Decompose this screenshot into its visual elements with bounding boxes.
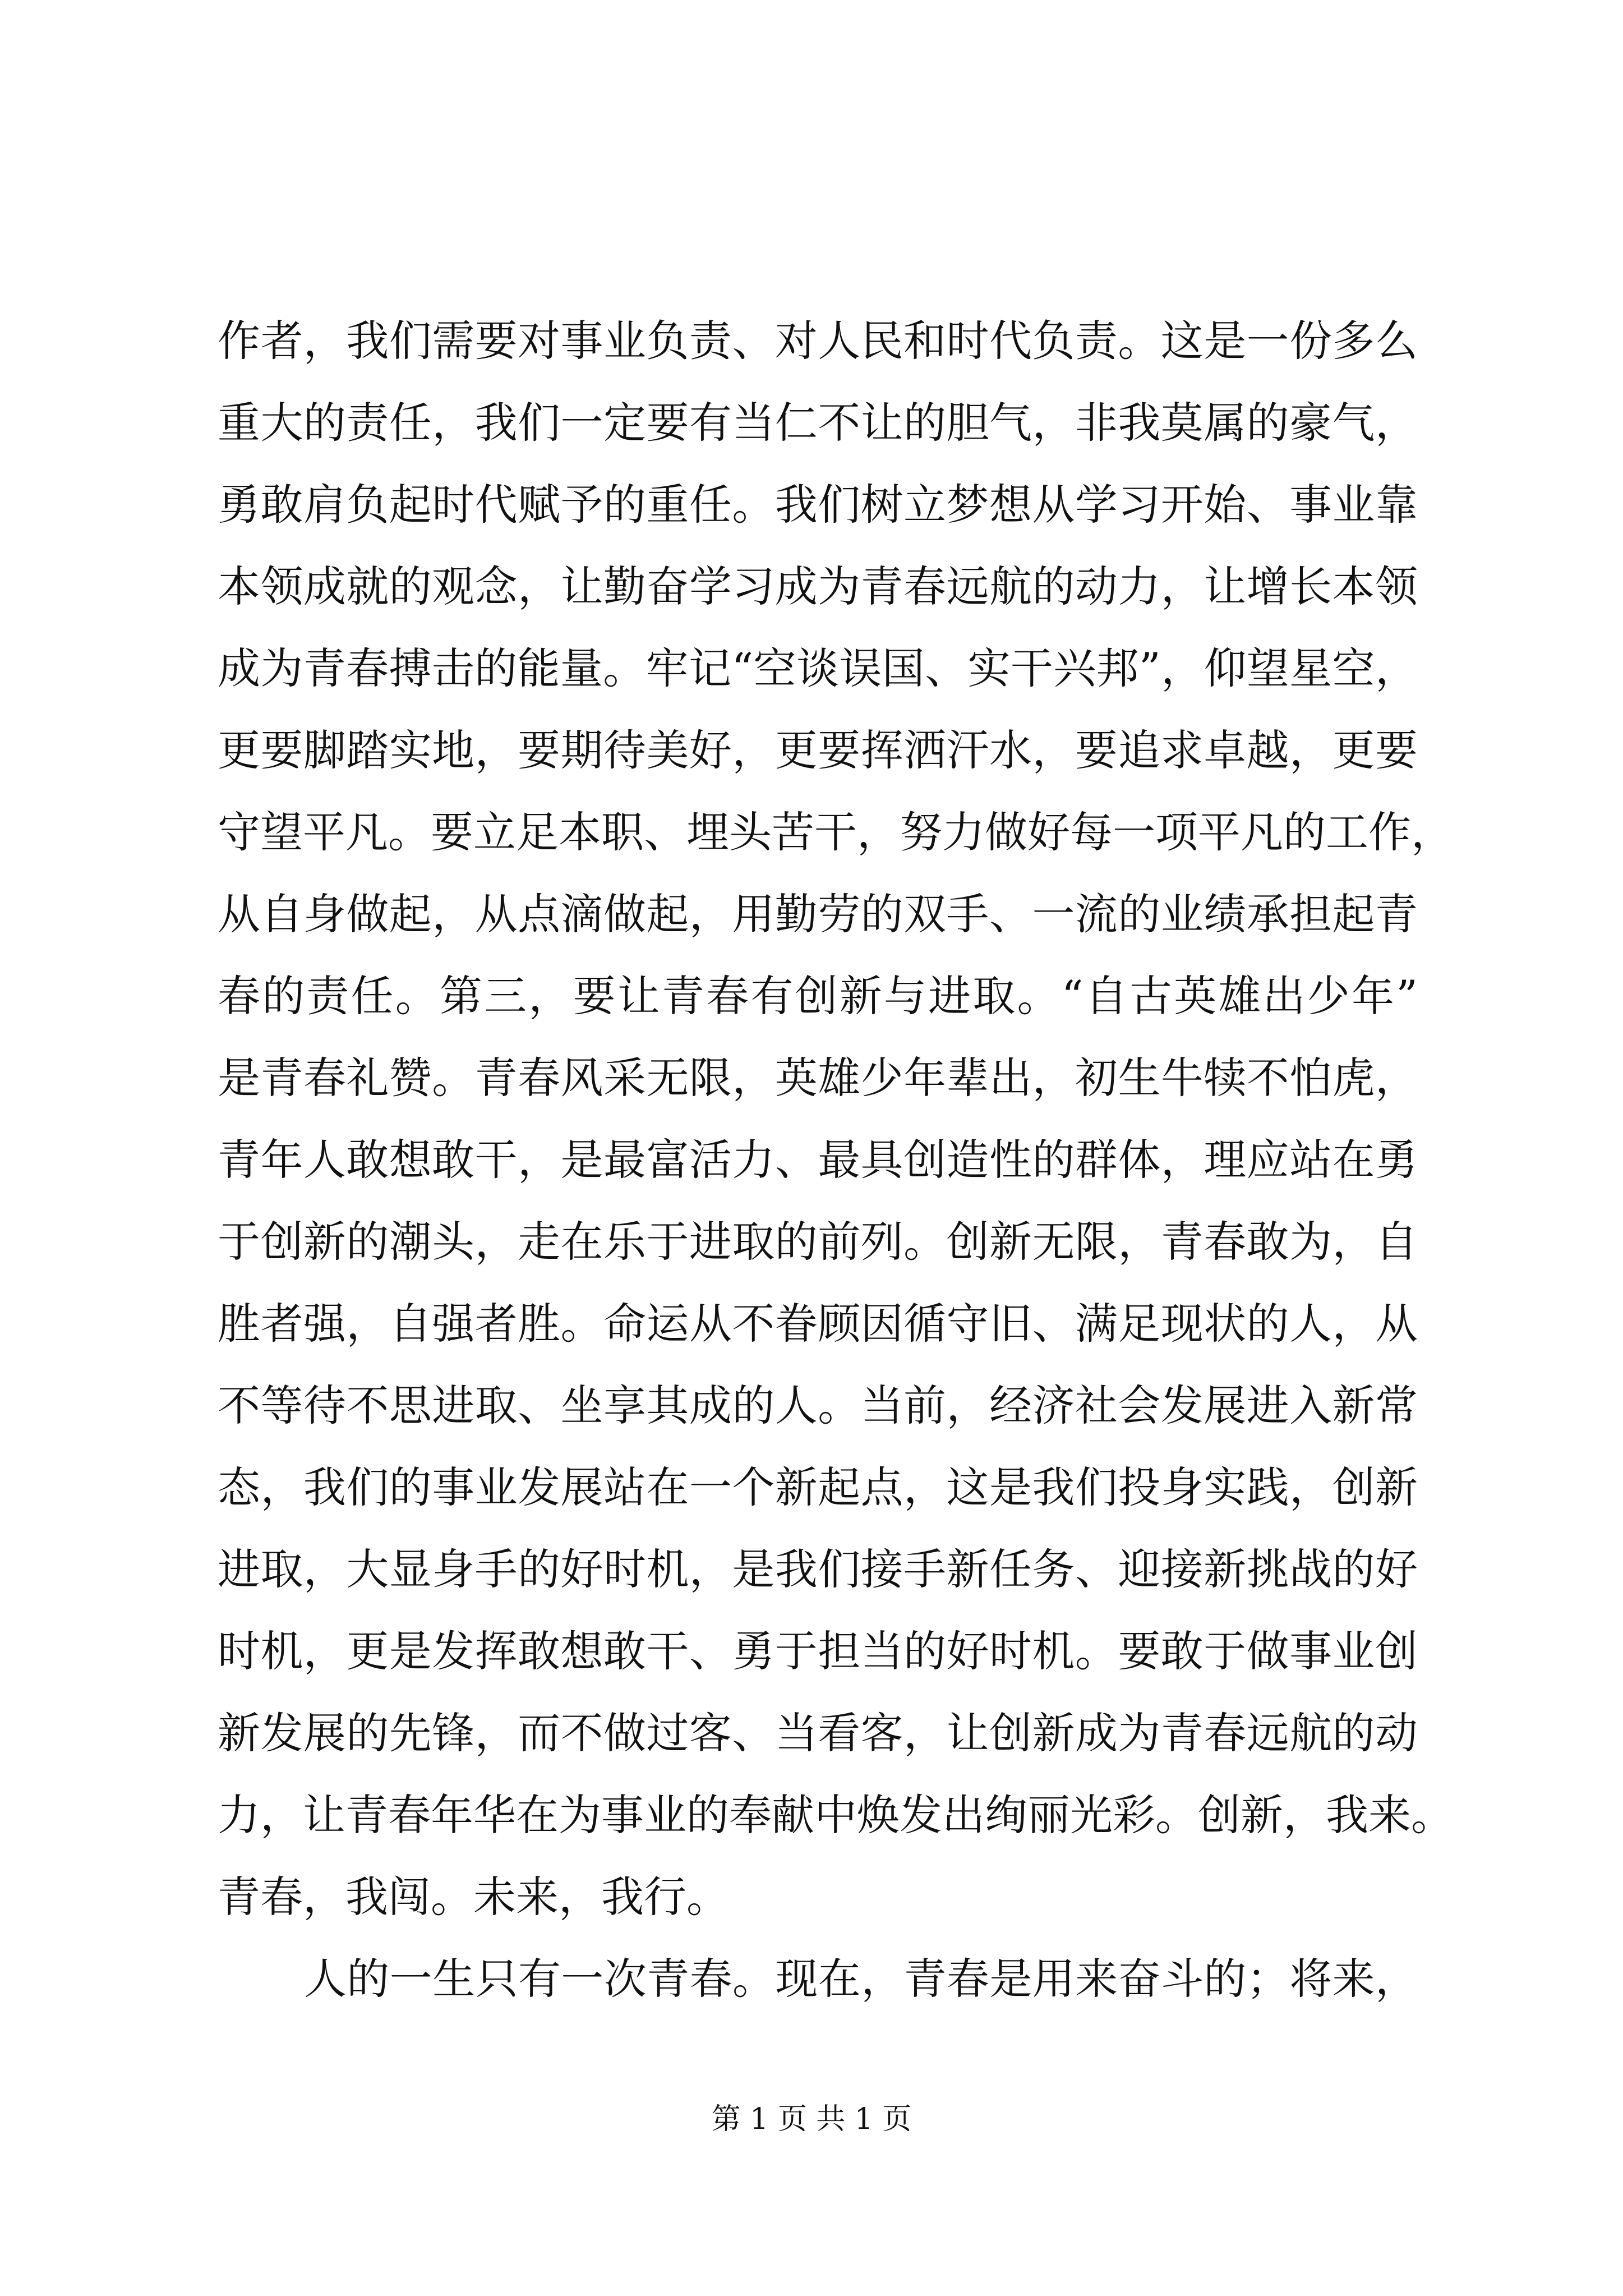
text-line: 成为青春搏击的能量。牢记“空谈误国、实干兴邦”，仰望星空， bbox=[218, 643, 1418, 693]
text-line: 进取，大显身手的好时机，是我们接手新任务、迎接新挑战的好 bbox=[218, 1544, 1418, 1594]
page-footer: 第 1 页 共 1 页 bbox=[711, 2102, 912, 2136]
paragraph-end-line: 青春，我闯。未来，我行。 bbox=[218, 1872, 729, 1922]
text-line: 更要脚踏实地，要期待美好，更要挥洒汗水，要追求卓越，更要 bbox=[218, 725, 1418, 775]
text-line: 力，让青春年华在为事业的奉献中焕发出绚丽光彩。创新，我来。 bbox=[218, 1790, 1454, 1840]
body-text bbox=[218, 300, 1454, 2020]
text-line: 重大的责任，我们一定要有当仁不让的胆气，非我莫属的豪气， bbox=[218, 398, 1418, 448]
text-line: 不等待不思进取、坐享其成的人。当前，经济社会发展进入新常 bbox=[218, 1381, 1418, 1430]
text-line: 作者，我们需要对事业负责、对人民和时代负责。这是一份多么 bbox=[218, 316, 1418, 366]
text-line: 是青春礼赞。青春风采无限，英雄少年辈出，初生牛犊不怕虎， bbox=[218, 1053, 1418, 1103]
text-line: 春的责任。第三，要让青春有创新与进取。“自古英雄出少年” bbox=[218, 971, 1418, 1021]
text-line: 勇敢肩负起时代赋予的重任。我们树立梦想从学习开始、事业靠 bbox=[218, 480, 1418, 530]
paragraph-start-line: 人的一生只有一次青春。现在，青春是用来奋斗的；将来， bbox=[304, 1954, 1418, 2004]
text-line: 时机，更是发挥敢想敢干、勇于担当的好时机。要敢于做事业创 bbox=[218, 1626, 1418, 1676]
text-line: 青年人敢想敢干，是最富活力、最具创造性的群体，理应站在勇 bbox=[218, 1135, 1418, 1185]
text-line: 态，我们的事业发展站在一个新起点，这是我们投身实践，创新 bbox=[218, 1462, 1418, 1512]
text-line: 胜者强，自强者胜。命运从不眷顾因循守旧、满足现状的人，从 bbox=[218, 1299, 1418, 1349]
text-line: 本领成就的观念，让勤奋学习成为青春远航的动力，让增长本领 bbox=[218, 562, 1418, 611]
text-line: 从自身做起，从点滴做起，用勤劳的双手、一流的业绩承担起青 bbox=[218, 889, 1418, 939]
text-line: 新发展的先锋，而不做过客、当看客，让创新成为青春远航的动 bbox=[218, 1708, 1418, 1758]
text-line: 守望平凡。要立足本职、埋头苦干，努力做好每一项平凡的工作， bbox=[218, 807, 1454, 857]
text-line: 于创新的潮头，走在乐于进取的前列。创新无限，青春敢为，自 bbox=[218, 1217, 1418, 1267]
